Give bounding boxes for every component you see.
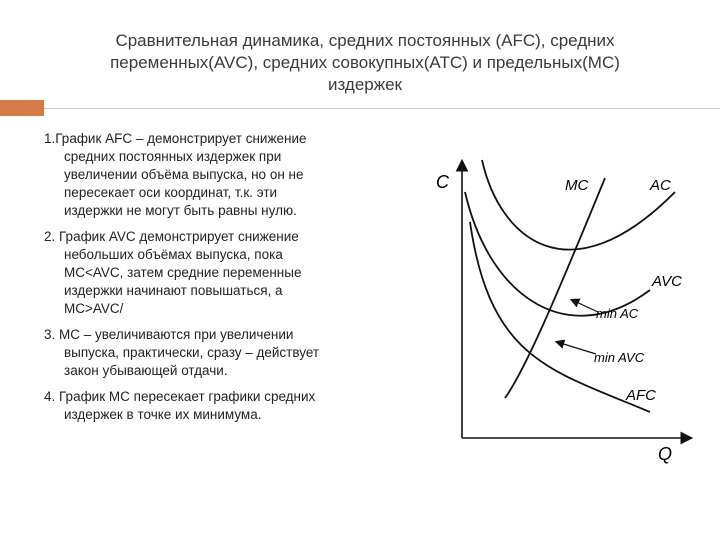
item-1-line-3: увеличении объёма выпуска, но он не (64, 167, 304, 182)
mc-curve (505, 178, 605, 398)
item-1-line-2: средних постоянных издержек при (64, 149, 282, 164)
item-1-line-5: издержки не могут быть равны нулю. (64, 203, 297, 218)
title-divider (0, 100, 720, 116)
item-3-line-2: выпуска, практически, сразу – действует (64, 345, 320, 360)
cost-curves-diagram (420, 150, 700, 470)
min-ac-label: min AC (596, 306, 639, 321)
afc-label: AFC (626, 387, 656, 404)
list-item-3 (44, 326, 404, 380)
y-axis-label: C (436, 172, 449, 192)
item-2-line-2: небольших объёмах выпуска, пока (64, 247, 283, 262)
min-avc-arrow (557, 342, 596, 354)
mc-label: MC (565, 177, 589, 194)
slide-title (40, 30, 690, 96)
explanation-list (44, 130, 404, 432)
item-1-line-4: пересекает оси координат, т.к. эти (64, 185, 278, 200)
avc-curve (465, 192, 650, 316)
x-axis-label: Q (658, 444, 673, 464)
item-4-line-2: издержек в точке их минимума. (64, 407, 262, 422)
title-line-2: переменных(AVC), средних совокупных(ATC) и предельных(МС) (110, 53, 620, 72)
list-item-4 (44, 388, 404, 424)
avc-label: AVC (652, 273, 683, 290)
ac-curve (482, 160, 675, 250)
accent-block (0, 100, 44, 116)
min-avc-label: min AVC (594, 350, 645, 365)
min-ac-arrow (572, 300, 598, 312)
title-line-1: Сравнительная динамика, средних постоянных (AFC), средних (115, 31, 615, 50)
title-line-3: издержек (327, 75, 402, 94)
item-4-first: 4. График МС пересекает графики средних (44, 389, 316, 404)
ac-label: AC (650, 177, 671, 194)
divider-line (44, 108, 720, 109)
item-2-first: 2. График AVC демонстрирует снижение (44, 229, 299, 244)
list-item-2 (44, 228, 404, 318)
list-item-1 (44, 130, 404, 220)
item-2-line-3: MC<AVC, затем средние переменные (64, 265, 302, 280)
item-3-first: 3. МС – увеличиваются при увеличении (44, 327, 294, 342)
item-3-line-3: закон убывающей отдачи. (64, 363, 228, 378)
item-2-line-5: MC>AVC/ (64, 301, 124, 316)
item-1-first: 1.График AFC – демонстрирует снижение (44, 131, 307, 146)
item-2-line-4: издержки начинают повышаться, а (64, 283, 283, 298)
